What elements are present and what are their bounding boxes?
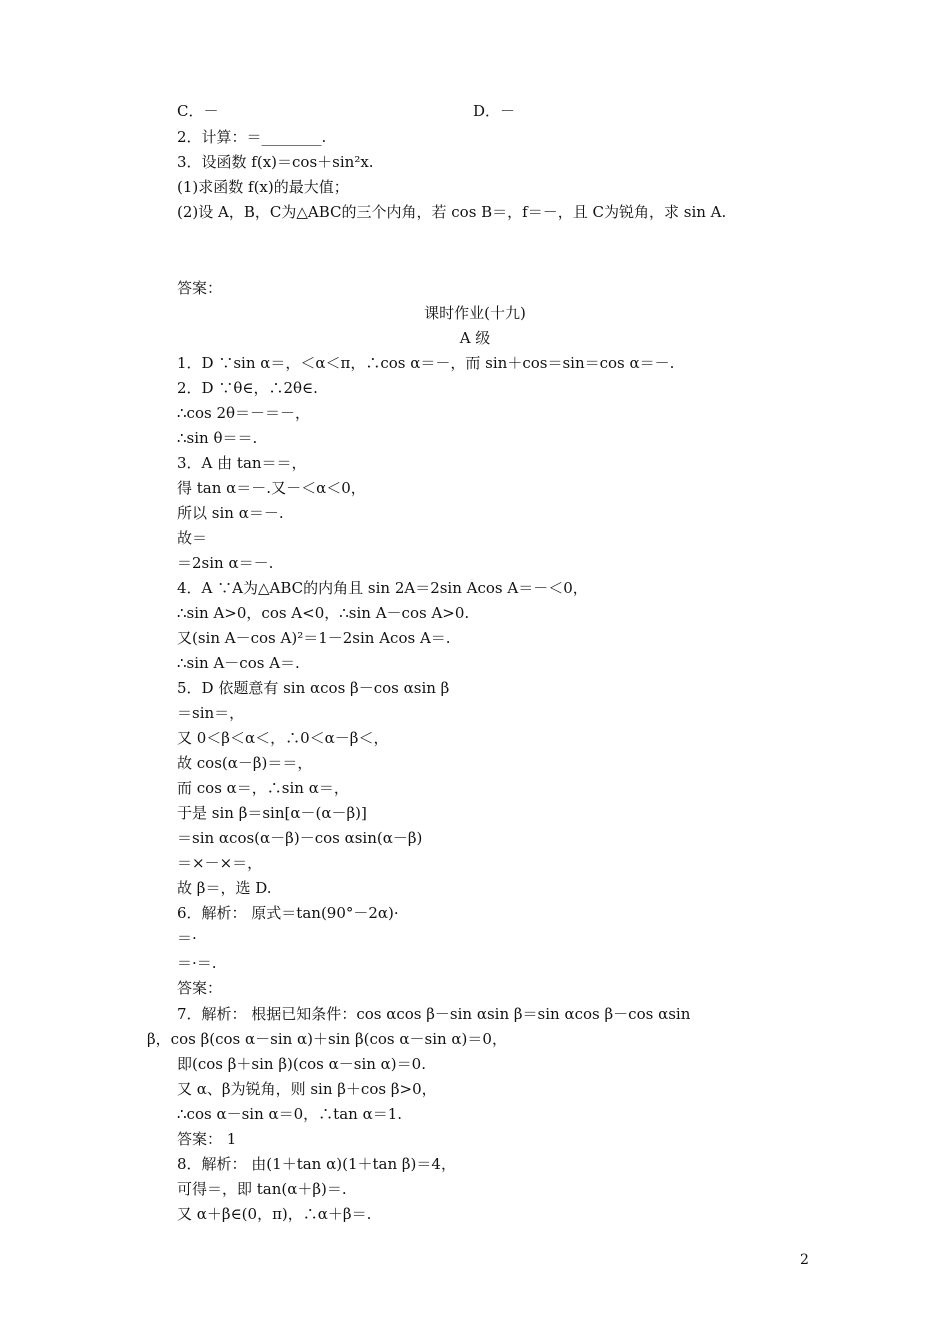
answer-line: ＝2sin α＝－. — [177, 554, 274, 572]
option-c: C．－ — [177, 102, 219, 120]
answer-line: 又 α、β为锐角，则 sin β＋cos β>0， — [177, 1080, 437, 1098]
answer-line: 得 tan α＝－.又－＜α＜0， — [177, 479, 366, 497]
answer-line: 8．解析： 由(1＋tan α)(1＋tan β)＝4， — [177, 1155, 456, 1173]
answer-line: ＝· — [177, 929, 197, 947]
answer-line: ∴sin A－cos A＝. — [177, 654, 300, 672]
answer-line: ∴cos 2θ＝－＝－， — [177, 404, 311, 422]
answer-line: 故 β＝，选 D. — [177, 879, 272, 897]
answer-line: 7．解析： 根据已知条件：cos αcos β－sin αsin β＝sin αcos β－cos αsin — [177, 1005, 691, 1023]
answer-line: 3．A 由 tan＝＝， — [177, 454, 307, 472]
answer-line: 又 0＜β＜α＜，∴0＜α－β＜， — [177, 729, 389, 747]
page-number: 2 — [800, 1252, 809, 1268]
question-3-part-2: (2)设 A，B，C为△ABC的三个内角，若 cos B＝，f＝－，且 C为锐角，求 sin A. — [177, 203, 727, 221]
answer-line: β，cos β(cos α－sin α)＋sin β(cos α－sin α)＝0， — [147, 1030, 507, 1048]
answer-line: ∴sin θ＝＝. — [177, 429, 258, 447]
answer-line: ∴sin A>0，cos A<0，∴sin A－cos A>0. — [177, 604, 470, 622]
answer-line: ＝sin αcos(α－β)－cos αsin(α－β) — [177, 829, 423, 847]
answer-line: 答案： — [177, 979, 223, 997]
answer-line: 于是 sin β＝sin[α－(α－β)] — [177, 804, 367, 822]
option-d: D．－ — [473, 102, 516, 120]
answer-line: 可得＝，即 tan(α＋β)＝. — [177, 1180, 347, 1198]
answer-line: 即(cos β＋sin β)(cos α－sin α)＝0. — [177, 1055, 426, 1073]
answer-line: ∴cos α－sin α＝0，∴tan α＝1. — [177, 1105, 403, 1123]
level-heading: A 级 — [459, 329, 491, 347]
answer-line: 又 α＋β∈(0，π)，∴α＋β＝. — [177, 1205, 372, 1223]
answer-line: 故＝ — [177, 529, 208, 547]
answer-line: 而 cos α＝，∴sin α＝， — [177, 779, 349, 797]
answer-line: 故 cos(α－β)＝＝， — [177, 754, 313, 772]
answer-line: 2．D ∵θ∈，∴2θ∈. — [177, 379, 318, 397]
answer-line: ＝sin＝， — [177, 704, 245, 722]
answer-line: ＝×－×＝， — [177, 854, 263, 872]
section-title: 课时作业(十九) — [424, 304, 526, 322]
question-3: 3．设函数 f(x)＝cos＋sin²x. — [177, 153, 374, 171]
answer-line: 6．解析： 原式＝tan(90°－2α)· — [177, 904, 399, 922]
answer-line: 又(sin A－cos A)²＝1－2sin Acos A＝. — [177, 629, 451, 647]
question-3-part-1: (1)求函数 f(x)的最大值； — [177, 178, 349, 196]
answer-line: 4．A ∵A为△ABC的内角且 sin 2A＝2sin Acos A＝－＜0， — [177, 579, 588, 597]
answer-line: 5．D 依题意有 sin αcos β－cos αsin β — [177, 679, 450, 697]
question-2: 2．计算：＝________. — [177, 128, 327, 146]
answer-line: 所以 sin α＝－. — [177, 504, 284, 522]
answer-line: ＝·＝. — [177, 954, 217, 972]
answer-line: 答案： 1 — [177, 1130, 237, 1148]
answer-label: 答案： — [177, 279, 223, 297]
answer-line: 1．D ∵sin α＝，＜α＜π，∴cos α＝－，而 sin＋cos＝sin＝cos α＝－. — [177, 354, 675, 372]
